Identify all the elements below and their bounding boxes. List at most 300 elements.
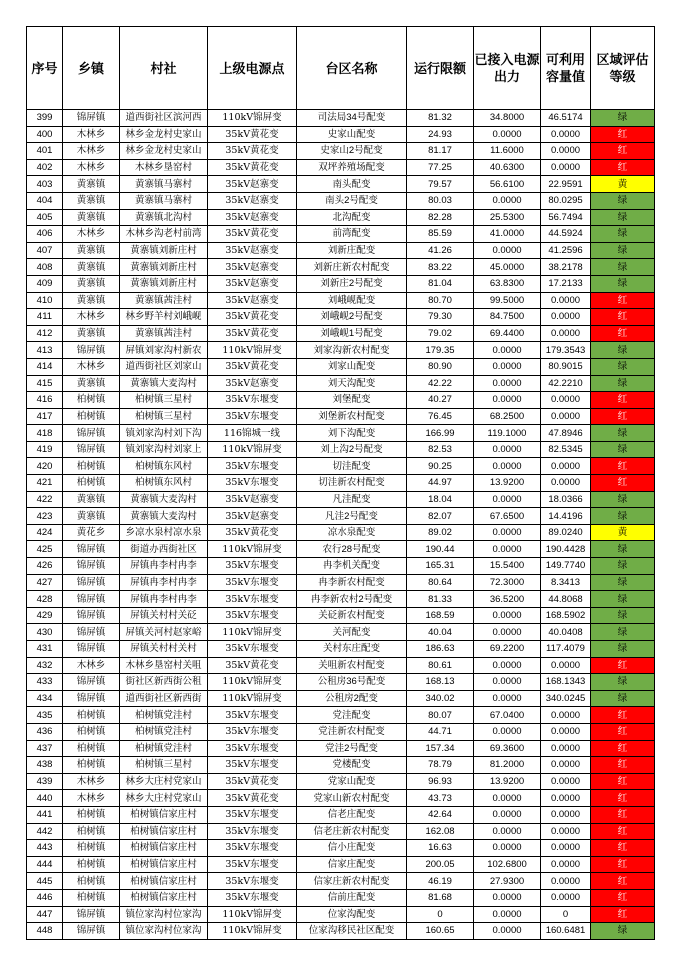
cell-village: 柏树镇信家庄村 [120, 873, 208, 890]
cell-output: 68.2500 [474, 408, 541, 425]
table-row [27, 475, 655, 492]
cell-town: 锦屏镇 [63, 641, 120, 658]
cell-limit: 41.26 [407, 242, 474, 259]
cell-source: 35kV东堰变 [208, 574, 297, 591]
cell-limit: 82.07 [407, 508, 474, 525]
cell-village: 镇位家沟村位家沟 [120, 923, 208, 940]
cell-output: 0.0000 [474, 823, 541, 840]
cell-area: 切洼新农村配变 [297, 475, 407, 492]
table-row [27, 408, 655, 425]
cell-limit: 40.27 [407, 392, 474, 409]
cell-output: 119.1000 [474, 425, 541, 442]
cell-grade: 红 [591, 856, 655, 873]
cell-grade: 黄 [591, 524, 655, 541]
cell-village: 柏树镇党洼村 [120, 707, 208, 724]
cell-limit: 80.90 [407, 358, 474, 375]
cell-village: 柏树镇信家庄村 [120, 856, 208, 873]
cell-source: 35kV黄花变 [208, 773, 297, 790]
cell-limit: 81.68 [407, 889, 474, 906]
cell-village: 黄寨镇刘新庄村 [120, 275, 208, 292]
cell-capacity: 42.2210 [541, 375, 591, 392]
table-row [27, 541, 655, 558]
cell-seq: 421 [27, 475, 63, 492]
cell-village: 木林乡垦窑村关咀 [120, 657, 208, 674]
cell-village: 黄寨镇大麦沟村 [120, 375, 208, 392]
cell-seq: 420 [27, 458, 63, 475]
assessment-table [26, 26, 655, 940]
cell-village: 林乡野羊村刘峨岘 [120, 309, 208, 326]
cell-grade: 红 [591, 823, 655, 840]
cell-grade: 绿 [591, 259, 655, 276]
cell-grade: 红 [591, 159, 655, 176]
cell-area: 信小庄配变 [297, 840, 407, 857]
cell-area: 司法局34号配变 [297, 110, 407, 127]
table-header [27, 27, 655, 110]
cell-limit: 96.93 [407, 773, 474, 790]
table-row [27, 873, 655, 890]
cell-capacity: 0.0000 [541, 840, 591, 857]
cell-seq: 436 [27, 723, 63, 740]
cell-town: 锦屏镇 [63, 541, 120, 558]
cell-seq: 410 [27, 292, 63, 309]
cell-output: 63.8300 [474, 275, 541, 292]
cell-source: 35kV黄花变 [208, 325, 297, 342]
cell-village: 柏树镇信家庄村 [120, 806, 208, 823]
cell-grade: 绿 [591, 226, 655, 243]
cell-capacity: 0.0000 [541, 823, 591, 840]
cell-village: 林乡大庄村党家山 [120, 773, 208, 790]
cell-output: 69.3600 [474, 740, 541, 757]
cell-town: 黄寨镇 [63, 192, 120, 209]
cell-area: 刘新庄配变 [297, 242, 407, 259]
cell-limit: 157.34 [407, 740, 474, 757]
table-body [27, 110, 655, 940]
table-row [27, 325, 655, 342]
cell-source: 35kV赵寨变 [208, 292, 297, 309]
cell-source: 35kV东堰变 [208, 392, 297, 409]
cell-source: 110kV锦屏变 [208, 110, 297, 127]
header-source: 上级电源点 [208, 27, 297, 110]
cell-town: 柏树镇 [63, 823, 120, 840]
cell-area: 南头配变 [297, 176, 407, 193]
table-row [27, 226, 655, 243]
cell-area: 党楼配变 [297, 757, 407, 774]
cell-seq: 439 [27, 773, 63, 790]
cell-limit: 80.64 [407, 574, 474, 591]
table-row [27, 491, 655, 508]
cell-town: 锦屏镇 [63, 591, 120, 608]
cell-seq: 438 [27, 757, 63, 774]
cell-town: 柏树镇 [63, 707, 120, 724]
cell-area: 南头2号配变 [297, 192, 407, 209]
header-output: 已接入电源出力 [474, 27, 541, 110]
cell-output: 27.9300 [474, 873, 541, 890]
cell-village: 道西街社区滨河西 [120, 110, 208, 127]
cell-output: 0.0000 [474, 674, 541, 691]
cell-capacity: 0.0000 [541, 856, 591, 873]
cell-town: 柏树镇 [63, 475, 120, 492]
cell-seq: 399 [27, 110, 63, 127]
cell-town: 柏树镇 [63, 856, 120, 873]
table-row [27, 275, 655, 292]
cell-village: 黄寨镇北沟村 [120, 209, 208, 226]
cell-village: 柏树镇东风村 [120, 458, 208, 475]
cell-town: 黄寨镇 [63, 325, 120, 342]
cell-town: 柏树镇 [63, 408, 120, 425]
cell-town: 柏树镇 [63, 806, 120, 823]
cell-area: 党家山配变 [297, 773, 407, 790]
cell-source: 35kV赵寨变 [208, 209, 297, 226]
cell-village: 黄寨镇马寨村 [120, 192, 208, 209]
cell-village: 柏树镇党洼村 [120, 740, 208, 757]
cell-output: 0.0000 [474, 392, 541, 409]
cell-capacity: 0.0000 [541, 126, 591, 143]
table-row [27, 392, 655, 409]
cell-area: 前湾配变 [297, 226, 407, 243]
cell-limit: 82.28 [407, 209, 474, 226]
cell-seq: 442 [27, 823, 63, 840]
cell-source: 110kV锦屏变 [208, 690, 297, 707]
cell-area: 关村东庄配变 [297, 641, 407, 658]
cell-town: 锦屏镇 [63, 674, 120, 691]
header-seq: 序号 [27, 27, 63, 110]
cell-output: 0.0000 [474, 524, 541, 541]
cell-town: 黄寨镇 [63, 292, 120, 309]
cell-grade: 绿 [591, 242, 655, 259]
cell-source: 35kV赵寨变 [208, 259, 297, 276]
cell-area: 冉李机关配变 [297, 558, 407, 575]
cell-source: 35kV赵寨变 [208, 508, 297, 525]
cell-output: 84.7500 [474, 309, 541, 326]
cell-capacity: 160.6481 [541, 923, 591, 940]
cell-capacity: 17.2133 [541, 275, 591, 292]
cell-town: 黄寨镇 [63, 508, 120, 525]
cell-source: 35kV黄花变 [208, 226, 297, 243]
cell-source: 35kV黄花变 [208, 143, 297, 160]
cell-area: 信家庄配变 [297, 856, 407, 873]
cell-town: 木林乡 [63, 143, 120, 160]
cell-output: 0.0000 [474, 358, 541, 375]
table-row [27, 558, 655, 575]
cell-grade: 绿 [591, 574, 655, 591]
cell-grade: 绿 [591, 209, 655, 226]
cell-town: 锦屏镇 [63, 342, 120, 359]
cell-village: 屏镇冉李村冉李 [120, 574, 208, 591]
cell-limit: 190.44 [407, 541, 474, 558]
cell-grade: 红 [591, 309, 655, 326]
cell-area: 凉水泉配变 [297, 524, 407, 541]
cell-town: 黄寨镇 [63, 491, 120, 508]
cell-output: 0.0000 [474, 806, 541, 823]
cell-village: 柏树镇信家庄村 [120, 889, 208, 906]
cell-grade: 红 [591, 773, 655, 790]
cell-grade: 红 [591, 740, 655, 757]
cell-grade: 绿 [591, 591, 655, 608]
cell-seq: 413 [27, 342, 63, 359]
cell-village: 屏镇关村村关砭 [120, 607, 208, 624]
cell-village: 黄寨镇大麦沟村 [120, 508, 208, 525]
cell-source: 35kV赵寨变 [208, 275, 297, 292]
cell-capacity: 22.9591 [541, 176, 591, 193]
cell-output: 0.0000 [474, 491, 541, 508]
cell-output: 45.0000 [474, 259, 541, 276]
cell-village: 屏镇关村村关村 [120, 641, 208, 658]
cell-seq: 434 [27, 690, 63, 707]
table-row [27, 840, 655, 857]
cell-seq: 416 [27, 392, 63, 409]
cell-town: 锦屏镇 [63, 441, 120, 458]
cell-area: 信老庄配变 [297, 806, 407, 823]
cell-seq: 415 [27, 375, 63, 392]
cell-capacity: 0.0000 [541, 292, 591, 309]
table-row [27, 823, 655, 840]
cell-seq: 426 [27, 558, 63, 575]
cell-output: 0.0000 [474, 840, 541, 857]
cell-seq: 422 [27, 491, 63, 508]
table-row [27, 690, 655, 707]
cell-town: 锦屏镇 [63, 110, 120, 127]
cell-source: 35kV黄花变 [208, 126, 297, 143]
cell-area: 公租房36号配变 [297, 674, 407, 691]
cell-seq: 403 [27, 176, 63, 193]
cell-limit: 18.04 [407, 491, 474, 508]
cell-source: 35kV东堰变 [208, 889, 297, 906]
table-row [27, 889, 655, 906]
cell-seq: 437 [27, 740, 63, 757]
cell-area: 刘峨岘2号配变 [297, 309, 407, 326]
cell-seq: 444 [27, 856, 63, 873]
cell-capacity: 0 [541, 906, 591, 923]
cell-town: 木林乡 [63, 159, 120, 176]
cell-source: 110kV锦屏变 [208, 624, 297, 641]
cell-grade: 红 [591, 657, 655, 674]
cell-limit: 79.57 [407, 176, 474, 193]
cell-limit: 90.25 [407, 458, 474, 475]
cell-area: 双坪养殖场配变 [297, 159, 407, 176]
cell-capacity: 14.4196 [541, 508, 591, 525]
table-row [27, 242, 655, 259]
cell-capacity: 0.0000 [541, 740, 591, 757]
cell-town: 黄寨镇 [63, 259, 120, 276]
cell-town: 木林乡 [63, 358, 120, 375]
cell-limit: 79.02 [407, 325, 474, 342]
cell-output: 72.3000 [474, 574, 541, 591]
cell-grade: 黄 [591, 176, 655, 193]
cell-grade: 绿 [591, 607, 655, 624]
cell-seq: 443 [27, 840, 63, 857]
cell-town: 锦屏镇 [63, 923, 120, 940]
cell-output: 0.0000 [474, 906, 541, 923]
cell-town: 黄寨镇 [63, 275, 120, 292]
cell-capacity: 0.0000 [541, 159, 591, 176]
cell-limit: 81.04 [407, 275, 474, 292]
cell-source: 35kV东堰变 [208, 607, 297, 624]
cell-village: 林乡金龙村史家山 [120, 143, 208, 160]
cell-grade: 红 [591, 143, 655, 160]
cell-grade: 绿 [591, 491, 655, 508]
cell-seq: 402 [27, 159, 63, 176]
cell-grade: 绿 [591, 342, 655, 359]
cell-village: 木林乡沟老村前湾 [120, 226, 208, 243]
cell-limit: 160.65 [407, 923, 474, 940]
cell-source: 35kV东堰变 [208, 806, 297, 823]
cell-grade: 红 [591, 392, 655, 409]
cell-output: 0.0000 [474, 790, 541, 807]
cell-seq: 433 [27, 674, 63, 691]
cell-village: 屏镇冉李村冉李 [120, 558, 208, 575]
cell-town: 木林乡 [63, 126, 120, 143]
cell-output: 67.6500 [474, 508, 541, 525]
cell-village: 街道办西街社区 [120, 541, 208, 558]
cell-limit: 81.33 [407, 591, 474, 608]
cell-source: 110kV锦屏变 [208, 541, 297, 558]
cell-seq: 427 [27, 574, 63, 591]
table-row [27, 674, 655, 691]
cell-seq: 440 [27, 790, 63, 807]
cell-source: 35kV东堰变 [208, 458, 297, 475]
cell-source: 35kV东堰变 [208, 558, 297, 575]
cell-source: 110kV锦屏变 [208, 441, 297, 458]
cell-seq: 448 [27, 923, 63, 940]
header-area: 台区名称 [297, 27, 407, 110]
table-row [27, 143, 655, 160]
cell-capacity: 38.2178 [541, 259, 591, 276]
cell-capacity: 340.0245 [541, 690, 591, 707]
cell-limit: 16.63 [407, 840, 474, 857]
cell-village: 道西街社区刘家山 [120, 358, 208, 375]
cell-seq: 405 [27, 209, 63, 226]
cell-output: 0.0000 [474, 923, 541, 940]
header-grade: 区域评估等级 [591, 27, 655, 110]
cell-village: 乡凉水泉村凉水泉 [120, 524, 208, 541]
cell-area: 公租房2配变 [297, 690, 407, 707]
cell-limit: 42.64 [407, 806, 474, 823]
cell-limit: 80.03 [407, 192, 474, 209]
cell-source: 35kV黄花变 [208, 309, 297, 326]
cell-grade: 绿 [591, 624, 655, 641]
cell-source: 110kV锦屏变 [208, 674, 297, 691]
cell-limit: 81.32 [407, 110, 474, 127]
cell-grade: 绿 [591, 508, 655, 525]
cell-capacity: 0.0000 [541, 475, 591, 492]
cell-limit: 80.61 [407, 657, 474, 674]
cell-village: 屏镇冉李村冉李 [120, 591, 208, 608]
cell-area: 党洼2号配变 [297, 740, 407, 757]
cell-seq: 417 [27, 408, 63, 425]
cell-source: 35kV赵寨变 [208, 176, 297, 193]
cell-source: 35kV东堰变 [208, 840, 297, 857]
cell-village: 木林乡垦窑村 [120, 159, 208, 176]
cell-source: 35kV黄花变 [208, 657, 297, 674]
cell-source: 35kV赵寨变 [208, 491, 297, 508]
cell-town: 锦屏镇 [63, 690, 120, 707]
cell-source: 110kV锦屏变 [208, 342, 297, 359]
cell-area: 党洼配变 [297, 707, 407, 724]
cell-limit: 82.53 [407, 441, 474, 458]
cell-output: 0.0000 [474, 375, 541, 392]
cell-limit: 168.13 [407, 674, 474, 691]
cell-village: 道西街社区新西街 [120, 690, 208, 707]
cell-output: 0.0000 [474, 657, 541, 674]
table-row [27, 425, 655, 442]
cell-area: 凡洼2号配变 [297, 508, 407, 525]
cell-output: 15.5400 [474, 558, 541, 575]
table-row [27, 574, 655, 591]
table-row [27, 259, 655, 276]
cell-village: 黄寨镇茜洼村 [120, 292, 208, 309]
cell-town: 柏树镇 [63, 723, 120, 740]
cell-capacity: 0.0000 [541, 657, 591, 674]
cell-limit: 80.70 [407, 292, 474, 309]
cell-village: 林乡金龙村史家山 [120, 126, 208, 143]
cell-capacity: 41.2596 [541, 242, 591, 259]
cell-seq: 404 [27, 192, 63, 209]
cell-limit: 24.93 [407, 126, 474, 143]
cell-town: 木林乡 [63, 657, 120, 674]
table-row [27, 773, 655, 790]
cell-limit: 76.45 [407, 408, 474, 425]
cell-output: 25.5300 [474, 209, 541, 226]
cell-limit: 78.79 [407, 757, 474, 774]
cell-village: 柏树镇三星村 [120, 757, 208, 774]
cell-source: 35kV东堰变 [208, 475, 297, 492]
cell-source: 35kV赵寨变 [208, 242, 297, 259]
cell-output: 0.0000 [474, 192, 541, 209]
cell-output: 99.5000 [474, 292, 541, 309]
cell-village: 街社区新西街公租 [120, 674, 208, 691]
cell-area: 党洼新农村配变 [297, 723, 407, 740]
cell-area: 刘峨岘1号配变 [297, 325, 407, 342]
table-row [27, 309, 655, 326]
cell-town: 木林乡 [63, 309, 120, 326]
cell-capacity: 18.0366 [541, 491, 591, 508]
table-row [27, 723, 655, 740]
cell-output: 0.0000 [474, 242, 541, 259]
cell-limit: 200.05 [407, 856, 474, 873]
cell-output: 0.0000 [474, 889, 541, 906]
cell-area: 刘堡新农村配变 [297, 408, 407, 425]
cell-output: 102.6800 [474, 856, 541, 873]
cell-village: 柏树镇三星村 [120, 392, 208, 409]
table-row [27, 342, 655, 359]
cell-capacity: 44.5924 [541, 226, 591, 243]
cell-capacity: 82.5345 [541, 441, 591, 458]
cell-capacity: 0.0000 [541, 458, 591, 475]
cell-source: 35kV东堰变 [208, 723, 297, 740]
cell-limit: 79.30 [407, 309, 474, 326]
table-row [27, 906, 655, 923]
cell-source: 110kV锦屏变 [208, 923, 297, 940]
cell-area: 冉李新农村2号配变 [297, 591, 407, 608]
cell-grade: 红 [591, 723, 655, 740]
cell-village: 屏镇刘家沟村新农 [120, 342, 208, 359]
cell-capacity: 56.7494 [541, 209, 591, 226]
cell-source: 35kV黄花变 [208, 159, 297, 176]
table-row [27, 159, 655, 176]
cell-source: 35kV黄花变 [208, 524, 297, 541]
cell-village: 黄寨镇茜洼村 [120, 325, 208, 342]
cell-town: 木林乡 [63, 790, 120, 807]
cell-town: 锦屏镇 [63, 425, 120, 442]
cell-area: 关砭新农村配变 [297, 607, 407, 624]
cell-limit: 85.59 [407, 226, 474, 243]
cell-village: 黄寨镇大麦沟村 [120, 491, 208, 508]
cell-capacity: 8.3413 [541, 574, 591, 591]
cell-source: 35kV黄花变 [208, 790, 297, 807]
cell-output: 0.0000 [474, 342, 541, 359]
cell-village: 柏树镇党洼村 [120, 723, 208, 740]
cell-capacity: 168.5902 [541, 607, 591, 624]
